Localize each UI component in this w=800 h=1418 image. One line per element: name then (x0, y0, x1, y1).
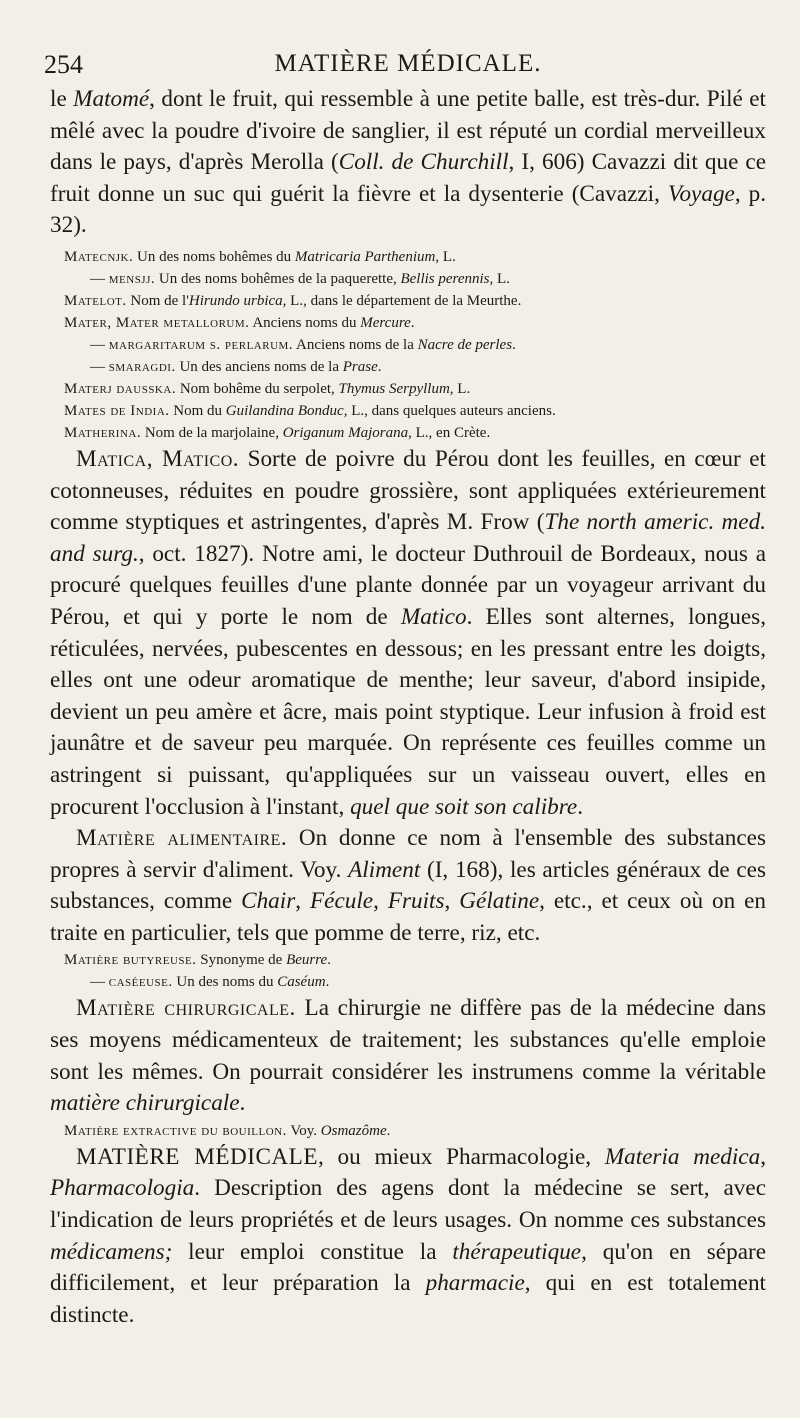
entry-matiere-extractive: Matière extractive du bouillon. Voy. Osmazôme. (64, 1122, 391, 1139)
entry-matecnjk: Matecnjk. Un des noms bohêmes du Matricaria Parthenium, L. (64, 248, 456, 265)
paragraph-matiere-medicale: MATIÈRE MÉDICALE, ou mieux Pharmacologie, Materia medica, Pharmacologia. Description des agens dont la médecine se sert, avec l'indication de leurs propriétés et de leurs usages. On nomme ces substances médicamens; leur emploi constitue la thérapeutique, qu'on en sépare difficilement, et leur préparation la pharmacie, qui en est totalement distincte. (50, 1143, 766, 1328)
paragraph-matiere-alimentaire: Matière alimentaire. On donne ce nom à l'ensemble des substances propres à servir d'aliment. Voy. Aliment (I, 168), les articles généraux de ces substances, comme Chair, Fécule, Fruits, Gélatine, etc., et ceux où on en traite en particulier, tels que pomme de terre, riz, etc. (50, 825, 767, 946)
paragraph-matica: Matica, Matico. Sorte de poivre du Pérou dont les feuilles, en cœur et cotonneuses, réduites en poudre grossière, sont appliquées extérieurement comme styptiques et astringentes, d'après M. Frow (The north americ. med. and surg., oct. 1827). Notre ami, le docteur Duthrouil de Bordeaux, nous a procuré quelques feuilles d'une plante donnée par un voyageur arrivant du Pérou, et qui y porte le nom de Matico. Elles sont alternes, longues, réticulées, nervées, pubescentes en dessous; en les pressant entre les doigts, elles ont une odeur aromatique de menthe; leur saveur, d'abord insipide, devient un peu amère et âcre, mais point styptique. Leur infusion à froid est jaunâtre et de saveur peu marquée. On représente ces feuilles comme un astringent si puissant, qu'appliquées sur un vaisseau ouvert, elles en procurent l'occlusion à l'instant, quel que soit son calibre. (50, 445, 766, 820)
entry-mater: Mater, Mater metallorum. Anciens noms du Mercure. (64, 314, 415, 331)
entry-margaritarum: — margaritarum s. perlarum. Anciens noms de la Nacre de perles. (90, 336, 516, 353)
entry-matelot: Matelot. Nom de l'Hirundo urbica, L., dans le département de la Meurthe. (64, 292, 522, 309)
paragraph-matiere-chirurgicale: Matière chirurgicale. La chirurgie ne diffère pas de la médecine dans ses moyens médicamenteux de traitement; les substances qu'elle emploie sont les mêmes. On pourrait considérer les instrumens comme la véritable matière chirurgicale. (50, 995, 766, 1117)
page-header (44, 48, 766, 82)
entry-caseeuse: — caséeuse. Un des noms du Caséum. (90, 974, 330, 991)
entry-smaragdi: — smaragdi. Un des anciens noms de la Prase. (90, 358, 382, 375)
running-title: MATIÈRE MÉDICALE. (274, 50, 542, 77)
entry-mensjj: — mensjj. Un des noms bohêmes de la paquerette, Bellis perennis, L. (90, 270, 510, 287)
entry-matiere-butyreuse: Matière butyreuse. Synonyme de Beurre. (64, 952, 331, 969)
entry-materj-dausska: Materj dausska. Nom bohême du serpolet, Thymus Serpyllum, L. (64, 380, 471, 397)
page-number: 254 (44, 50, 83, 79)
entry-mates-de-india: Mates de India. Nom du Guilandina Bonduc, L., dans quelques auteurs anciens. (64, 402, 556, 419)
paragraph-matome: le Matomé, dont le fruit, qui ressemble à une petite balle, est très-dur. Pilé et mêlé avec la poudre d'ivoire de sanglier, il est réputé un cordial merveilleux dans le pays, d'après Merolla (Coll. de Churchill, I, 606) Cavazzi dit que ce fruit donne un suc qui guérit la fièvre et la dysenterie (Cavazzi, Voyage, p. 32). (50, 86, 767, 239)
entry-matherina: Matherina. Nom de la marjolaine, Origanum Majorana, L., en Crète. (64, 424, 491, 441)
